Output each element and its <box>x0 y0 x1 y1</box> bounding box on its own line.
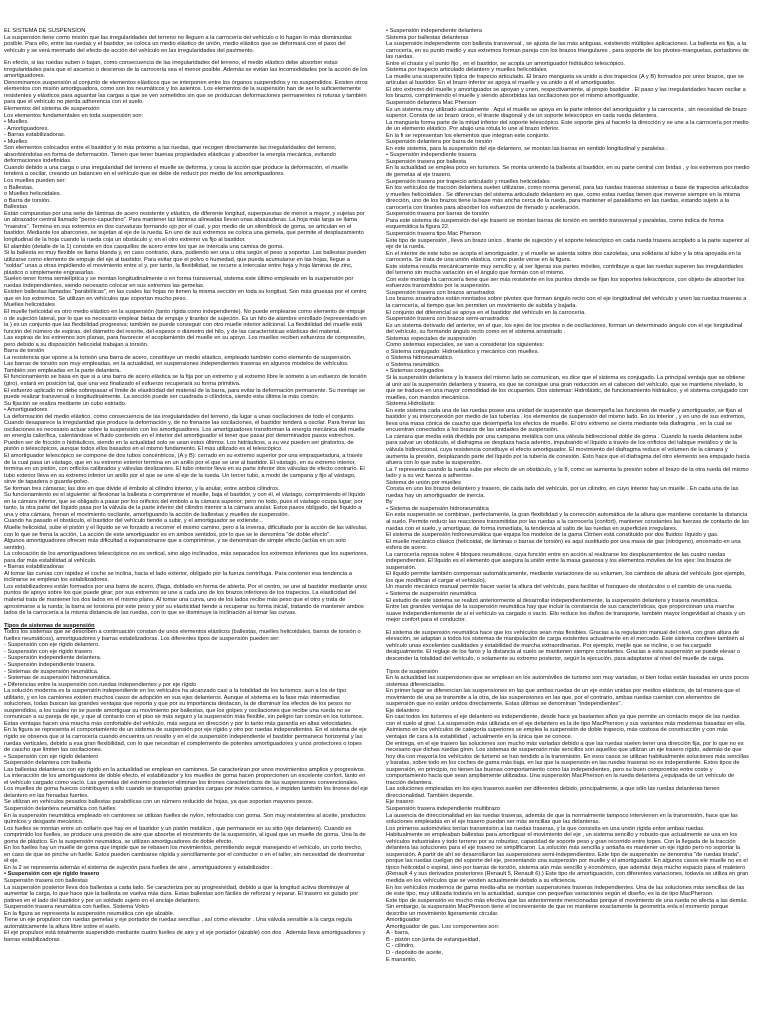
right-paragraph: Este tipo de suspensión es mucho más efectiva que las anteriormente mencionadas porque el movimiento de una rueda no afecta a las demás. Sin embargo, la suspensión MacPherson tiene el inconveniente de que no mantiene exactamente la geometría enla el momento porque describe un movimiento ligeramente circular. <box>386 897 749 917</box>
left-paragraph: Ballestas <box>4 204 28 211</box>
right-paragraph: En la fi se representan los elementos que integran este conjunto. <box>386 132 550 139</box>
right-paragraph: En el interior de este tubo se acopla el amortiguador, y el muelle se asienta sobre dos cazoletas, una solidaria al tubo y la otra apoyada en la carrocería. Se trata de una unión elástica, como puede verse en la figura. <box>386 250 741 264</box>
left-paragraph: El esfuerzo aplicado no debe sobrepasar el límite de elasticidad del material de la barra, para evitar la deformación permanente. Su montaje se puede realizar transversal o longitudinalmente. La sección puede ser cuadrada o cilíndrica, siendo esta última la más común. <box>4 387 366 401</box>
right-paragraph: Las soluciones empleadas en los ejes traseros suelen ser diferentes debido, principalmente, a que sólo las ruedas delanteras tienen direccionalidad. También depende. <box>386 786 720 799</box>
left-paragraph: Suspensión trasera con ballestas <box>4 878 88 884</box>
right-paragraph: Suspensión trasera por barras de torsión <box>386 211 490 218</box>
left-paragraph: Cuando debido a una carga o una irregularidad del terreno el muelle se deforma, y cesa la acción que produce la deformación, el muelle tenderá a oscilar, creando un balanceo en el vehículo que se debe de reducir por medio de los amortiguadores. <box>4 164 348 178</box>
left-paragraph: • Barras estabilizadoras <box>4 564 64 571</box>
left-paragraph: - Barras estabilizadoras. <box>4 132 66 139</box>
right-paragraph: Como sistemas especiales, se van a considerar los siguientes: <box>386 342 545 349</box>
right-paragraph: La cámara que media está dividida por una campana metálica con una válvula bidireccional doble de goma . Cuando la rueda delantera sube para salvar un obstáculo, el diafragma se desplaza hacia adentro, impulsando el líquido a través de los orificios del tabique metálico y de la válvula bidireccional, cuya resistencia constituye el efecto amortiguador. El movimiento del diafragma reduce el volumen de la cámara y aumenta la presión, desplazando parte del líquido por la tubería de conexión. Esto hace que el diafragma del otro elemento sea empujado hacia afuera con lo que sube la suspensión. <box>386 433 750 467</box>
right-paragraph: o Sistema hidroneumático. <box>386 355 454 362</box>
right-paragraph: E manantio, <box>386 956 417 963</box>
left-paragraph: Su funcionamiento es el siguiente: al flexionar la ballesta o comprimirse el muelle, baja el bastidor, y con él, el vástago, comprimiendo el líquido en la cámara inferior, que se obligado a pasar por los orificios del émbolo a la cámara superior; pero no todo, pues el vástago ocupa lugar; por tanto, la otra parte del líquido pasa por la válvula de la parte inferior del cilindro interior a la cámara anular. Estos pasos obligado, del líquido a una y otra cámara, frenan el movimiento oscilante, amortiguando la acción de ballestas y muelles de suspensión. <box>4 492 366 518</box>
right-paragraph: Suspensión trasera independiente multibrazo <box>386 805 501 812</box>
left-paragraph: • Suspensión con eje rígido delantero <box>4 753 99 760</box>
right-paragraph: De entrega, en el eje trasero las soluciones son mucho más variadas debido a que las ruedas suelen tener una dirección fija, por lo que no es necesario que dichas ruedas giren. Los sistemas de suspensión más sencillos son aquellos que utilizan un eje trasero rígido, además de que hoy día con mayoría los vehículos de turismo se han tendido a la transmisión. En esos casos se utilizan habitualmente soluciones más sencillas y baratas, sobre todo en los coches de gama más baja, en las que la suspensión en las ruedas traseras no es independiente. Estos tipos de suspensión, en principio, no tienen las buenas comportamiento como las independientes, pero su buen compromiso entre coste y comportamiento hacia que sean ampliamente utilizadas. Una suspensión MacPherson en la rueda delantera ¿equipada de un vehículo de tracción delantera. <box>386 740 749 786</box>
left-paragraph: Los elementos fundamentales en toda suspensión son: <box>4 112 144 119</box>
left-paragraph: Suelen tener forma semielíptica y se montan longitudinalmente o en forma transversal, sistema este último empleado en la suspensión por ruedas independientes, siendo necesario colocar en sus extremos las gemelas. <box>4 276 354 289</box>
left-paragraph: - Suspensión con eje rígido trasero. <box>4 648 94 655</box>
left-paragraph: La suspensión posterior lleva dos ballestas a cada lado. Se caracteriza por su progresividad, debido a que la longitud activa disminuye al aumentar la carga, lo que hace que la ballesta se vuelva más dura. Estas ballestas son fáciles de reforzar y reparar. El trasero es guiado por patines en el lado del bastidor y por un soldado sujeto en el anclaje delantero. <box>4 884 359 904</box>
left-paragraph: La solución moderna es la suspensión independiente en los vehículos ha alcanzado casi a la totalidad de los turismos, aun a los de tipo utilitario, y en los camiones existen muchos casos de adopción en sus ejes delanteros. Aunque el sistema es la fase más intermedias soluciones, todas buscan las grandes ventajas que reporta y que por su importancia destacan, la de disminuir los efectos de los pesos no suspendidos, a los cuales no se puede amortiguar su movimiento por ballestas, que los golpes y oscilaciones que recibe una rueda no se comunican a su pareja de eje, y que al contacto con el piso se más seguro y la suspensión más flexible, sin peligro tan común en los turismos. Estas ventajas hacen una marcha más confortable del vehículo, más segura en dirección y por lo tanto más garantía en altas velocidades. <box>4 688 364 727</box>
right-paragraph: Con este montaje la carrocería tiene que ser más resistente en los puntos donde se fijan los soportes telescópicos, con objeto de absorber los esfuerzos transmitidos por la suspensión. <box>386 276 745 290</box>
right-paragraph: Suspensión trasera con brazos semi-arrastrados <box>386 316 509 323</box>
left-paragraph: Existen ballestas llamadas "parabólicas", en las cuales las hojas no tienen la misma sección en toda su longitud. Son más gruesas por el centro que en los extremos. Se utilizan en vehículos que soportan mucho peso. <box>4 289 367 302</box>
left-column <box>4 28 368 1018</box>
right-paragraph: Habitualmente se empleaban ballestas para amortiguar el movimiento del eje , un sistema sencillo y robusto que actualmente se usa en los vehículos industriales y todo terreno por su robustez, capacidad de soporte peso y gran recorrido entre topes. Con la llegada de la tracción delantera las soluciones para el eje trasero se simplificaron. La solución más sencilla y antiaña es mantener un eje rígido pero no soportar la suspensión. A partir de ahí se desarrollaron las suspensiones semi-independientes. Este tipo de suspensión se denomina "de ruedas tirada", porque las ruedas cuelgan del soporte del eje, presentando una suspensión por muelle y el amortiguador. En algunos casos ele muelle no es el típico helicoidal o espiral, sino por barras de torsión, sistema aún más sencillo y económico, que además deja mucho espacio para el maletero (Renault 4 y sus derivados posteriores (Renault 5, Renault 6).) Este tipo de amortiguación, con diferentes variaciones, todavía se utiliza en gran medida en los vehículos que se venden actualmente debido a su eficiencia. <box>386 832 749 884</box>
right-paragraph: En este sistema cada una de las ruedas posee una unidad de suspensión que desempeña las funciones de muelle y amortiguador, se fijan al bastidor y su interconexión por medio de las tuberías . los elementos de suspensión del mismo lado. En su interior , y en uno de sus extremos, lleva una masa cónica de caucho que desempeña los efectos de muelle. El otro extremo se cierra mediante tela diafragma , en la cual se encuentran conectados a los brazos de las unidades de suspensión. <box>386 407 746 434</box>
right-paragraph: Un mando mecánico manual permite hacer variar la altura del vehículo, para facilitar el franqueo de obstáculos o el cambio de una rueda. <box>386 584 733 591</box>
left-paragraph: Las espiras de los extremos son planas, para favorecer el acoplamiento del muelle en su apoyo. Los muelles reciben esfuerzos de compresión, pero debido a su disposición helicoidal trabajan a torsión. <box>4 335 366 348</box>
left-paragraph: El eje propulsor está totalmente suspendido mediante cuatro fuelles de aire y el eje portador (alzable) con dos . Además lleva amortiguadores y barras estabilizadoras . <box>4 930 366 943</box>
left-paragraph: Si la ballesta es muy flexible se llama blanda y, en caso contrario, dura, pudiendo ser una u otra según el peso a soportar. Las ballestas pueden utilizarse como elemento de empuje del eje al bastidor. Para evitar que el polvo o humedad, que pueda acumularse en las hojas, llegue a "soldar" unas a otras impidiendo el movimiento entre sí y, por tanto, la flexibilidad, se recurre a intercalar entre hoja y hoja láminas de zinc, plástico o simplemente engrasarlas. <box>4 250 367 276</box>
left-paragraph: Elementos del sistema de suspensión <box>4 106 100 113</box>
right-paragraph: Suspensión trasera por trapecio articulado y muelles helicoidales <box>386 178 550 185</box>
right-paragraph: Suspensión delantera Mac Pherson <box>386 100 477 107</box>
right-paragraph: La carrocería reposa sobre 4 bloques neumáticos, cuya función entre en acción al realizarse los desplazamientos de las cuatro ruedas independientes. El líquido es el elemento que asegura la unión entre la masa gaseosa y los elementos móviles de los ejes: los brazos de suspensión. <box>386 551 732 571</box>
right-paragraph: Eje delantero <box>386 707 420 714</box>
right-paragraph: El muelle mecánico clásico (helicoidal, de láminas o barras de torsión) es aquí sustituido por una masa de gas (nitrógeno), encerrado en una esfera de acero. <box>386 538 741 552</box>
right-paragraph: Sistemas especiales de suspensión <box>386 335 477 342</box>
left-paragraph: Barra de torsión <box>4 348 45 355</box>
right-paragraph: o Sistema conjugado: Hidroelástico y mecánico con muelles. <box>386 348 540 355</box>
right-paragraph: Tipos de suspensión <box>386 668 438 675</box>
right-paragraph: Consta en uno los brazos delantero y trasero, de cada lado del vehículo, por un cilindro, en cuyo interior hay un muelle . En cada una de las ruedas hay un amortiguador de inercia. <box>386 486 739 499</box>
right-paragraph: Amortiguador de gas. Los componentes son: <box>386 923 500 930</box>
left-paragraph: - Suspensión independiente trasera. <box>4 661 96 668</box>
right-paragraph: B - pistón con junta de estanqueidad, <box>386 936 480 943</box>
right-paragraph: • Suspensión independiente delantera <box>386 28 482 34</box>
left-paragraph: Los muelles pueden ser: <box>4 178 66 185</box>
left-paragraph: Las ballestas delanteras con eje rígido en la actualidad se emplean en camiones. Se caracterizan por unos movimientos amplios y progresivos. La interacción de los amortiguadores de doble efecto, el estabilizador y los muelles de goma hacen proporcionen un excelente confort, tanto en el vehículo cargado como vacío. Las gemelas del extremo posterior eliminan los tirones característicos de las suspensiones convencionales. Los muelles de goma huecos contribuyen a ello cuando se transportan grandes cargas por malos caminos, e impiden también los tirones del eje delantero en las frenadas fuertes. <box>4 766 368 799</box>
left-paragraph: Se utilizan en vehículos pesados ballestas parabólicas con un número reducido de hojas, ya que soportan mayores pesos. <box>4 799 314 806</box>
right-paragraph: Sistema Hidrolástic <box>386 401 435 408</box>
right-paragraph: El sistema de suspensión hidroneumática que equipa los modelos de la gama Citröen está constituido por dos fluidos: líquido y gas. <box>386 532 719 539</box>
right-paragraph: El estudio de este sistema se realizó anteriormente al desarrollar independientemente, la suspensión delantera y trasera neumática. <box>386 597 719 604</box>
right-paragraph: • Sistema de suspensión hidroneumática <box>386 505 489 512</box>
right-paragraph: Entre las grandes ventajas de la suspensión neumática hay que incluir la constancia de sus características, que proporcionan una marcha suave independientemente de si el vehículo va cargado o vacío. Ello reduce los daños de transporte, también mayor longevidad al chasis y un mejor confort para el conductor. <box>386 604 745 624</box>
left-paragraph: La suspensión tiene como misión que las irregularidades del terreno no lleguen a la carrocería del vehículo o lo hagan lo más disminuidas posible. Para ello, entre las ruedas y el bastidor, se coloca un medio elástico de unión, medio elástico que se deformará con el paso del vehículo y se verá mermado del efecto de acción del vehículo en las irregularidades del pavimento. <box>4 34 352 54</box>
left-paragraph: Cuando ha pasado el obstáculo, el bastidor del vehículo tiende a subir, y el amortiguador se extiende... <box>4 518 264 525</box>
left-paragraph: Están compuestas por una serie de láminas de acero resistente y elástico, de diferente longitud, superpuestas de menor a mayor, y sujetas por un abrazador central llamado "perno-capuchino". Para mantener las láminas alineadas llevan unas abrazaderas. La hoja más larga se llama "maestra". Termina en sus extremos en dos curvaturas formando ojo por el cual, y por medio de un silentblock de goma, se articulan en el bastidor. Mediante los abarcones, se sujetan al eje de la rueda. En uno de sus extremos se coloca una gemela, que permite el desplazamiento longitudinal de la hoja cuando la rueda coja un obstáculo y, en el otro extremo va fijo al bastidor. <box>4 210 365 243</box>
left-paragraph: Algunos amortiguadores ofrecen más dificultad a expansionarse que a comprimirse, y se denominan de simple efecto (actúa en un solo sentido). <box>4 538 346 551</box>
right-paragraph: Entre el chasis y el punto fijo , en el bastidor, se acopla un amortiguador hidráulico telescópico. <box>386 60 626 67</box>
left-paragraph: El funcionamiento se basa en que si a una barra de acero elástica se la fija por un extremo y al extremo libre le someto a un esfuerzo de torsión (giro), estará en posición tal, que una vez finalizado el esfuerzo recuperará su forma primitiva. <box>4 374 367 387</box>
left-paragraph: Tipos de sistemas de suspensión <box>4 622 95 629</box>
right-paragraph: Suspensión delantera por barra de torsión <box>386 139 493 146</box>
left-paragraph: Al tomar las curvas con rapidez el coche se inclina, hacia el lado exterior, obligado por la fuerza centrífuga. Para contener esa tendencia a inclinarse se emplean los estabilizadores. <box>4 570 353 584</box>
left-paragraph: Suspensión delantera con ballesta <box>4 760 91 767</box>
left-paragraph: Muelles helicoidales <box>4 302 55 309</box>
right-paragraph: En los vehículos modernos de gama media-alta se montan suspensiones traseras independientes. Una de las soluciones más sencillas de las de este tipo, muy utilizada todavía en la actualidad, aunque con pequeñas variaciones según el diseño, es la de tipo MacPherson. <box>386 884 745 898</box>
left-paragraph: Suspensión delantera neumática con fuelles <box>4 805 116 812</box>
right-paragraph: Amortiguador <box>386 917 421 924</box>
right-paragraph: Suspensión trasera tipo Mac Pherson <box>386 230 481 237</box>
right-paragraph: El líquido permite también compensar automáticamente, mediante variaciones de su volumen, los cambios de altura del vehículo (por ejemplo, los que modifican el cargar el vehículo). <box>386 571 746 584</box>
right-paragraph: El sistema de suspensión neumática hace que los vehículos sean más flexibles. Gracias a la regulación manual del nivel, con gran altura de elevación, se adaptan a todos los sistemas de manipulación de carga existentes actualmente en el mercado. Este sistema confiere también al vehículo unas excelentes cualidades y estabilidad de marcha extraordinarias. Por ejemplo, mejile que se incline, o se ha cargado desigualmente. El reglaje de los faros y la distancia al suelo se mantienen siempre constantes. Gracias a esta suspensión se puede elevar o descender la totalidad del vehículo, o solamente su extremo posterior, según la ejecución, para adaptarse al nivel del muelle de carga. <box>386 629 744 662</box>
right-paragraph: Suspensión trasera con brazos arrastrados <box>386 289 495 296</box>
right-paragraph: La suspensión independiente con ballesta transversal , se ajusta de las más antiguas, existiendo múltiples aplicaciones. La ballesta es fija, a la carrocería, en su punto medio y sus extremos forman pareja con los brazos triangulares , para soporte de los pivotes-manguetas, portadores de las ruedas. <box>386 41 749 61</box>
left-paragraph: o Barra de torsión. <box>4 197 51 204</box>
left-paragraph: La deformación del medio elástico, como consecuencia de las irregularidades del terreno, da lugar a unas oscilaciones de todo el conjunto. Cuando desaparece la irregularidad que produce la deformación y, de no frenarse las oscilaciones, el bastidor tenderá a oscilar. Para frenar las oscilaciones es necesario actuar sobre la suspensión con los amortiguadores. Los amortiguadores transforman la energía mecánica del muelle en energía calorífica, calentándose el fluido contenido en el interior del amortiguador el tener que pasar por determinados pasos estrechos. Pueden ser de fricción o hidráulicos, siendo en la actualidad solo se usan estos últimos. Los hidráulicos, a su vez pueden ser giratorios, de pistón o telescópicos, aunque todos ellos basados en el mismo fundamento. El más utilizado es el telescópico. <box>4 413 365 453</box>
left-paragraph: Son elementos colocados entre el bastidor y lo más próximo a las ruedas, que recogen directamente las irregularidades del terreno, absorbiéndolas en forma de deformación. Tienen que tener buenas propiedades elásticas y absorber la energía mecánica, evitando deformaciones indefinidas. <box>4 145 337 165</box>
right-paragraph: Los brazos arrastrados están montados sobre pivotes que forman ángulo recto con el eje longitudinal del vehículo y unen las ruedas traseras a la carrocería, al tiempo que les permiten un movimiento de subida y bajada. <box>386 296 747 309</box>
right-paragraph: Para este sistema de suspensión del eje trasero se montan barras de torsión en sentido transversal y paralelas, como indica de forma esquemática la figura 22. <box>386 217 724 231</box>
right-paragraph: La mangueta forma parte de la mitad inferior del soporte telescópico. Este soporte gira al hacerlo la dirección y se une a la carrocería por medio de un elemento elástico. Por abajo una rótula lo une al brazo inferior. <box>386 119 749 133</box>
left-paragraph: Muelle helicoidal, sube el pistón y el líquido se ve forzado a recorrer el mismo camino, pero a la inversa, dificultado por la acción de las válvulas, con lo que se frena la acción, La acción de este amortiguador es en ambos sentidos, por lo que se le denomina "de doble efecto". <box>4 525 368 538</box>
right-paragraph: Eje trasero <box>386 799 414 806</box>
left-paragraph: Su fijación se realiza mediante un cubo estriado. <box>4 400 127 407</box>
left-paragraph: • Suspensión con eje rígido trasero <box>4 871 100 878</box>
left-paragraph: Las barras de torsión son muy empleadas, en la actualidad, en suspensiones independientes traseras en algunos modelos de vehículos. También son empleadas en la parte delantera. <box>4 361 349 374</box>
right-paragraph: En la actualidad se emplea poco en turismos. Se monta uniendo la ballesta al bastidor, en su parte central con bridas , y los extremos por medio de gemelas al eje trasero. <box>386 165 750 179</box>
right-paragraph: C - cilindro, <box>386 943 415 950</box>
right-paragraph: La ausencia de direccionalidad en las ruedas traseras, además de que la normalmente tampoco intervienen en la transmisión, hace que las soluciones empleadas en el eje trasero puedan ser más sencillas que las delanteras. <box>386 812 738 826</box>
left-paragraph: • Muelles. <box>4 119 29 126</box>
left-paragraph: - Sistemas de suspensión neumática. <box>4 668 99 675</box>
left-paragraph: Los estabilizadores están formados por una barra de acero, (flaga, doblado en forma de abierta. Por el centro, se une al bastidor mediante unos puntos de apoyo sobre los que puede girar; por sus extremos se une a cada uno de los brazos inferiores de los trapecios. La elasticidad del material trata de mantener los dos lados en el mismo plano. Al tomar una curva, uno de los lados recibe más peso que el otro y trata de aproximarse a la rueda; la barra se torsiona por este peso y por su elasticidad tiende a recuperar su forma inicial, tratando de mantener ambos lados de la carrocería a la misma distancia de las ruedas, con lo que se disminuye la inclinación al tomar las curvas. <box>4 583 367 617</box>
right-paragraph: El otro extremo del muelle y amortiguador se apoyan y unen, respectivamente, al propio bastidor . El paso y las irregularidades hacen oscilar a los brazos, comprimiendo el muelle y siendo absorbidas las oscilaciones por el mismo amortiguador. <box>386 86 746 100</box>
right-paragraph: En primer lugar se diferencian las suspensiones en las que ambas ruedas de un eje están unidas por medios elásticos, de tal manera que el movimiento de una se transmite a la otra, de las suspensiones en las que, por el contrario, ambas ruedas cuentan con elementos de suspensión que no están unidos directamente. Estas últimas se denominan "independientes". <box>386 688 740 708</box>
right-paragraph: En los vehículos de tracción delantera suelen utilizarse, como norma general, para las ruedas traseras sistemas a base de trapecios articulados y muelles helicoidales . Se diferencian del sistema articulado delantero en que, como estas ruedas tienen que moverse siempre en la misma dirección, uno de los brazos tiene la base más ancha cerca de la rueda, para mantener el paralelismo en las ruedas, estando sujeto a la carrocería con tirantes para absorber los esfuerzos de frenado y aceleración. <box>386 185 749 211</box>
right-paragraph: Si la suspensión delantera y la trasera del mismo lado se comunican, es dice que el sistema es conjugado. La principal ventaja que se obtiene al unir así la suspensión delantera y trasera, es que se consigue una gran reducción en el cabeceo del vehículo, que se mantiene nivelado, lo que se traduce en una mayor comodidad de los ocupantes. Dos sistemas: Hidrolástic, de funcionamiento hidráulico, y el sistema conjugado con muelles, con mandos mecánicos. <box>386 374 749 401</box>
left-paragraph: EL SISTEMA DE SUSPENSIÓN <box>4 28 86 34</box>
right-paragraph: Suspensión trasera por ballesta <box>386 158 466 165</box>
right-paragraph: Sistema de unión por muelles <box>386 479 461 486</box>
left-paragraph: En la 2 se representa además el sistema de sujeción para fuelles de aire , amortiguadores y estabilizador . <box>4 864 273 871</box>
right-paragraph: Este tipo de suspensión , lleva un brazo único , tirante de sujeción y el soporte telescópico en cada rueda trasera acoplado a la parte superior al eje de la rueda. <box>386 237 749 251</box>
left-paragraph: • Diferencias entre la suspensión con ruedas independientes y por eje rígido <box>4 681 197 688</box>
right-paragraph: By <box>386 499 393 506</box>
left-paragraph: o Ballestas. <box>4 184 34 191</box>
right-paragraph: En casi todos los turismos el eje delantero es independiente, desde hace ya bastantes años ya que permite un contacto mejor de las ruedas con el suelo al girar. La suspensión más utilizada en el eje delantero es la de tipo MacPherson y sus variantes más modernas basadas en ella. Asimismo en los vehículos de categoría superiores se emplea la suspensión de doble trapecio, más costosa de construcción y con más ventajas de cara a la estabilidad , actualmente en la única que se conoce. <box>386 714 746 740</box>
left-paragraph: • Amortiguadores <box>4 407 48 414</box>
right-paragraph: Es un sistema derivado del anterior, en el que, los ejes de los pivotes o de oscilaciones, forman un determinado ángulo con el eje longitudinal del vehículo, su formando ángulo recto como en el sistema arrastrado . <box>386 322 743 336</box>
left-paragraph: Se forman tres cámaras; las dos en que divide el émbolo al cilindro interior, y la anular, entre ambos cilindros. <box>4 485 280 492</box>
left-paragraph: - Sistemas de suspensión hidroneumática. <box>4 675 112 682</box>
right-paragraph: • Sistema de suspensión neumática <box>386 591 477 598</box>
right-paragraph: Sistema por ballestas delanteras <box>386 34 469 41</box>
right-paragraph: La 7 representa cuando la rueda sube por efecto de un obstáculo, y la 8, como se aumenta la presión sobre el brazo de la otra rueda del mismo lado y a su vez fuerza a adherirse. <box>386 466 749 480</box>
left-paragraph: - Suspensión con eje rígido delantero. <box>4 642 100 649</box>
right-paragraph: Los primeros automóviles tenían transmisión a las ruedas traseras, y la que consistía en una unión rígida entre ambas ruedas. <box>386 825 705 832</box>
left-paragraph: Los fuelles se montan entre un collarín que hay en el bastidor y un pistón metálico , que permanece en su sitio (eje delantero). Cuando es comprimido los fuelles, se produce una presión de aire que absorbe el movimiento de la suspensión, al igual que un muelle de goma. Una la de goma de plástico. En la suspensión neumática, se utilizan amortiguadores de doble efecto. <box>4 825 366 845</box>
right-paragraph: Este sistema resulta mecánicamente muy sencillo y, al ser ligeras sus partes móviles, contribuye a que las ruedas superen las irregularidades del terreno sin mucha variación en el ángulo que forman con el mismo. <box>386 263 744 277</box>
right-column <box>386 28 750 1018</box>
left-paragraph: En la figura se representa la suspensión neumática con eje alzable. <box>4 910 175 917</box>
left-paragraph: La resistencia que opone a la torsión una barra de acero, constituye un medio elástico, empleado también como elemento de suspensión. <box>4 354 352 361</box>
right-paragraph: En este sistema, para la suspensión del eje delantero, se montan las barras en sentido longitudinal y paralelas . <box>386 145 668 152</box>
right-paragraph: D - depósito de aceite, <box>386 950 443 957</box>
left-paragraph: En efecto, si las ruedas suben o bajan, como consecuencia de las irregularidades del terreno, el medio elástico debe absorber estas irregularidades para que el ascenso o descenso de la carrocería sea el menor posible. Además se evitan las incomodidades por la acción de los amortiguadores. <box>4 60 368 80</box>
left-paragraph: o Muelles helicoidales. <box>4 191 62 198</box>
left-paragraph: El muelle helicoidal es otro medio elástico en la suspensión (tanto rígida como independiente). No puede emplearse como elemento de empuje o de sujeción lateral, por lo que es necesario emplear bielas de empuje y tirantes de sujeción. Es un hilo de alambre enrollado (representado en la ) es un conjunto que las flexibilidad progresiva; también se puede conseguir con otro muelle interior adicional. La flexibilidad del muelle está función del número de espiras, del diámetro del resorte, del espesor o diámetro del hilo, y de las características elásticas del material. <box>4 308 367 335</box>
right-paragraph: • Suspensión independiente trasera <box>386 152 476 159</box>
left-paragraph: Todos los sistemas que se describen a continuación constan de unos elementos elásticos (ballestas, muelles helicoidales, barras de torsión o fuelles neumáticos), amortiguadores y barras estabilizadoras. Los diferentes tipos de suspensión pueden ser: <box>4 629 361 642</box>
right-paragraph: Es un sistema muy utilizado actualmente . Aquí el muelle se apoya en la parte inferior del amortiguador y la carrocería , sin necesidad de brazo superior. Consta de un brazo único, el tirante diagonal y de un soporte telescópico en cada rueda delantera. <box>386 106 747 120</box>
left-paragraph: En la figura se representa el comportamiento de un sistema de suspensión por eje rígido y otro por ruedas independientes. En el sistema de eje rígido se observa que si la carrocería cuando encuentra un resalto y en el de suspensión independiente el bastidor permanece horizontal y las ruedas verticales, debido a esa gran flexibilidad, con lo que necesitan el complemento de potentes amortiguadores y unos protectores o topes de caucho que limiten las oscilaciones. <box>4 727 367 754</box>
left-paragraph: Suspensión trasera neumática con fuelles. Sistema Volvo <box>4 904 149 911</box>
right-paragraph: o Sistema neumático. <box>386 361 441 368</box>
left-paragraph: - Amortiguadores. <box>4 125 49 132</box>
right-paragraph: • Sistemas conjugados <box>386 368 444 375</box>
left-paragraph: Denominamos suspensión al conjunto de elementos elásticos que se interponen entre los órganos suspendidos y no suspendidos. Existen otros elementos con misión amortiguadora, como son los neumáticos y los asientos. Los elementos de la suspensión han de ser lo suficientemente resistentes y elásticos para aguantar las cargas a que se ven sometidos sin que se produzcan deformaciones permanentes ni roturas y también para que el vehículo no pierda adherencia con el suelo. <box>4 79 368 106</box>
right-paragraph: Sistema por trapecio articulado delantero y muelles helicoidales <box>386 67 547 74</box>
right-paragraph: El conjunto del diferencial se apoya en el bastidor del vehículo en la carrocería. <box>386 309 586 316</box>
left-paragraph: La colocación de los amortiguadores telescópicos no es vertical, sino algo inclinados, más separados los extremos inferiores que los superiores, para dar más estabilidad al vehículo. <box>4 551 368 564</box>
right-paragraph: La muelle una suspensión típica de trapecio articulado. El brazo mangueta va unido a dos trapecios (A y B) formados por unos brazos, que se articulan al bastidor. En el brazo inferior se apoya el muelle y va unido a él el amortiguador. <box>386 73 744 87</box>
right-paragraph: En esta suspensión se combinan, perfectamente, la gran flexibilidad y la corrección automática de la altura que mantiene constante la distancia al suelo. Permite reducir las reacciones transmitidas por las ruedas a la carrocería (confort), mantener constantes las fuerzas de contacto de las ruedas con el suelo, y amortiguar, de forma inmediata, la tendencia al salto de las ruedas en superficies irregulares. <box>386 512 749 532</box>
left-paragraph: • Muelles <box>4 138 28 145</box>
left-paragraph: El alambio (detalle de la 1) consiste en dos casquillos de acero entre los que se intercala una camisa de goma. <box>4 243 284 250</box>
right-paragraph: A - barra, <box>386 930 410 937</box>
left-paragraph: El amortiguador telescópico se compone de dos tubos concéntricos, (A y B): cerrado en su extremo superior por una empaquetadura, a través de la cual pasa un vástago, que en su extremo exterior termina en un anillo por el que se une al bastidor. El vástago, en su extremo interior, termina en un pistón, con orificios calibrados y válvulas deslizantes. El tubo interior lleva en su parte inferior dos válvulas de efecto contrario. El tubo exterior lleva en su extremo inferior un anillo por el que se une al eje de la rueda. Un tercer tubo, a modo de campana y fijo al vástago, sirve de tapadera o guarda-polvo. <box>4 453 365 486</box>
left-paragraph: Tiene un eje propulsor con ruedas gemelas y eje portador de ruedas sencillas , así como elevador . Una válvula sensible a la carga regula automáticamente la altura libre sobre el suelo. <box>4 917 352 930</box>
right-paragraph: En la actualidad las suspensiones que se emplean en los automóviles de turismo son muy variadas, si bien todas están basadas en unos pocos sistemas diferenciados. <box>386 675 749 688</box>
left-paragraph: - Suspensión independiente delantera. <box>4 655 102 662</box>
left-paragraph: En la suspensión neumática empleado en camiones se utilizan fuelles de nylon, reforzados con goma. Son muy resistentes al aceite, productos químicos y desgaste mecánico. <box>4 812 366 826</box>
left-paragraph: En los fuelles hay un muelle de goma que impide que se rebasen los movimientos, permitiendo seguir manejando el vehículo, un corto trecho, en caso de que se pinche un fuelle. Estos pueden cambiarse rápida y sencillamente por el conductor o en el taller, sin necesidad de desmontar el eje. <box>4 845 365 865</box>
